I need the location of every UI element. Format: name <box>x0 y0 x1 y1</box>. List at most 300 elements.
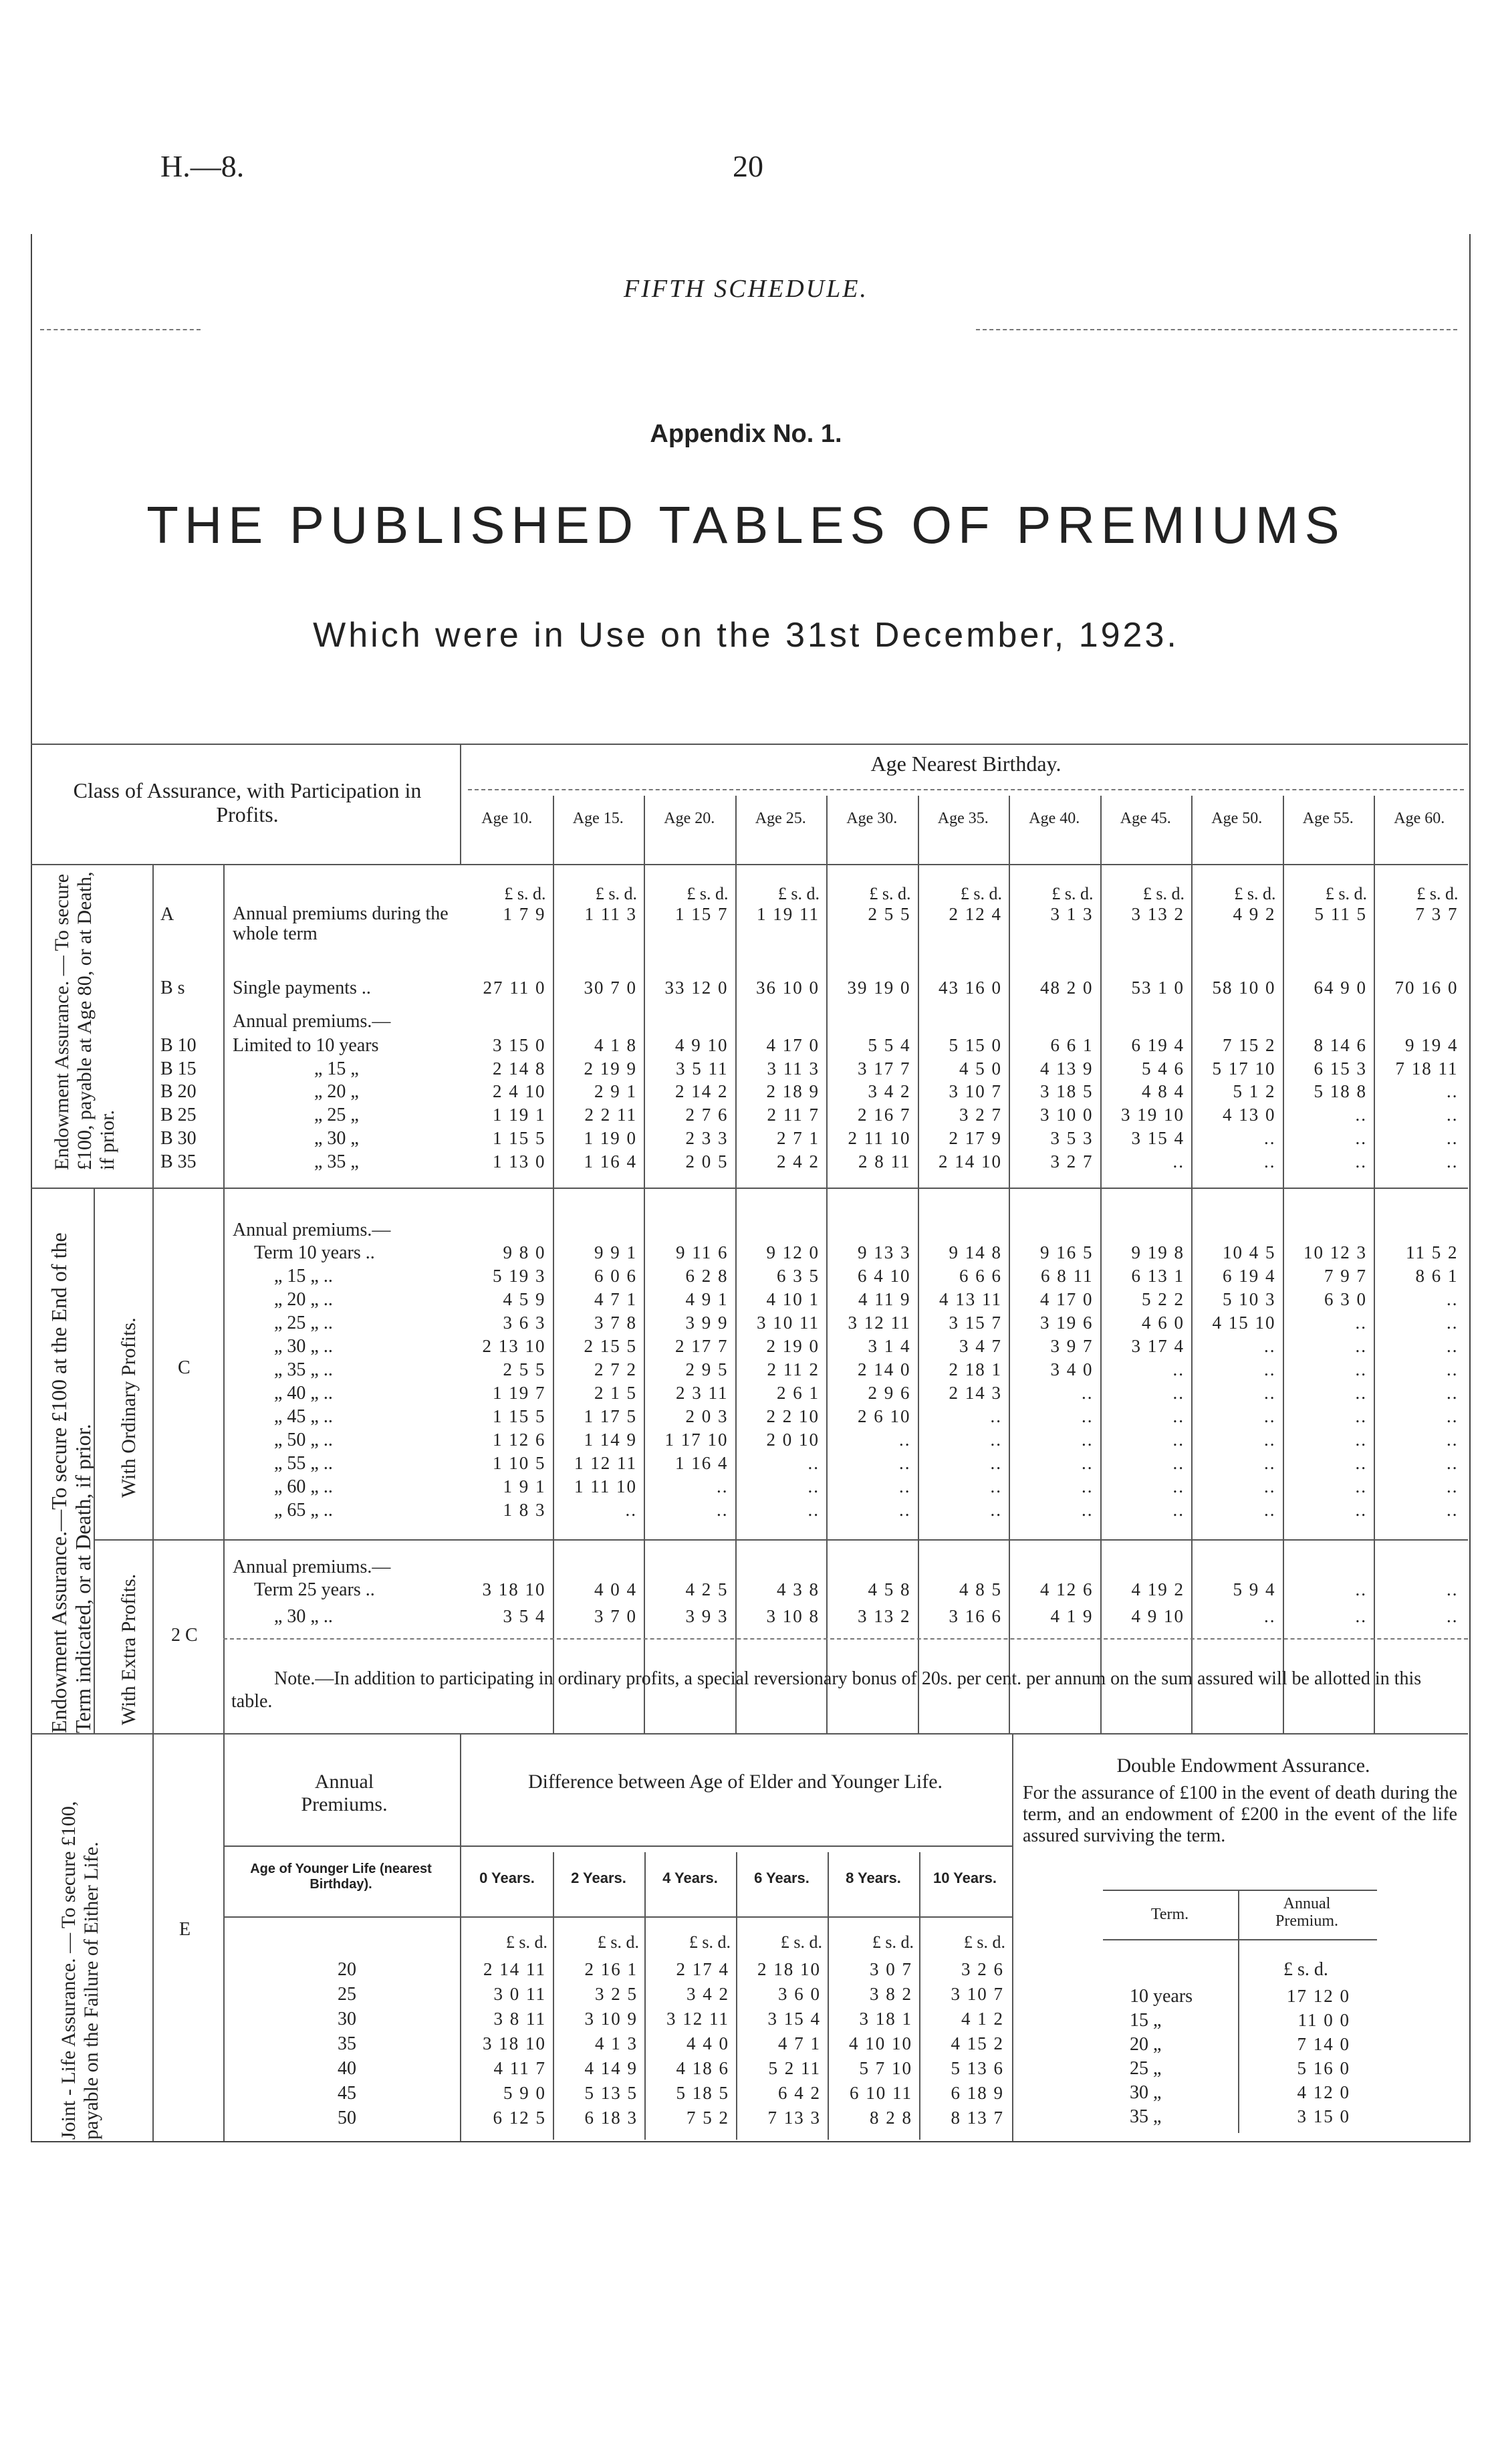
value-cell: 6 13 1 <box>1131 1266 1185 1286</box>
value-cell: 3 9 9 <box>685 1313 729 1333</box>
value-cell: 7 3 7 <box>1415 904 1459 924</box>
value-cell: 7 9 7 <box>1324 1266 1367 1286</box>
value-cell: 33 12 0 <box>664 978 729 998</box>
value-cell: 6 19 4 <box>1223 1266 1276 1286</box>
age-column-header: Age 10. <box>481 810 533 827</box>
value-cell: 2 19 9 <box>584 1058 637 1079</box>
year-header: 2 Years. <box>571 1870 626 1886</box>
value-cell: 4 1 3 <box>595 2033 638 2053</box>
page-subtitle: Which were in Use on the 31st December, 1923. <box>313 616 1179 655</box>
value-cell: 6 8 11 <box>1041 1266 1094 1286</box>
value-cell: 4 14 9 <box>584 2058 638 2078</box>
year-header: 0 Years. <box>479 1870 535 1886</box>
value-cell: 4 1 9 <box>1050 1606 1094 1626</box>
value-cell: .. <box>899 1476 911 1496</box>
value-cell: 39 19 0 <box>847 978 911 998</box>
value-cell: 6 15 3 <box>1314 1058 1367 1079</box>
joint-divider <box>1012 1733 1013 2141</box>
value-cell: 1 12 11 <box>574 1453 637 1473</box>
value-cell: 6 10 11 <box>850 2083 912 2103</box>
value-cell: .. <box>1355 1313 1367 1333</box>
value-cell: 3 15 0 <box>493 1035 546 1055</box>
value-cell: 64 9 0 <box>1314 978 1367 998</box>
column-divider <box>1191 796 1193 1733</box>
value-cell: 3 7 8 <box>594 1313 637 1333</box>
value-cell: 2 14 10 <box>939 1151 1002 1171</box>
row-label: „ 30 „ .. <box>274 1336 333 1357</box>
header-divider <box>460 744 461 864</box>
younger-age: 35 <box>338 2033 356 2054</box>
value-cell: .. <box>625 1500 637 1520</box>
value-cell: 4 5 8 <box>868 1579 911 1599</box>
value-cell: 2 0 10 <box>766 1430 820 1450</box>
value-cell: 3 5 11 <box>676 1058 729 1079</box>
value-cell: 9 14 8 <box>949 1242 1002 1262</box>
value-cell: 11 5 2 <box>1406 1242 1459 1262</box>
joint-rule <box>223 1916 1012 1918</box>
value-cell: 3 16 6 <box>949 1606 1002 1626</box>
value-cell: 3 13 2 <box>1131 904 1185 924</box>
value-cell: 6 4 2 <box>778 2083 821 2103</box>
extra-class: 2 C <box>171 1625 198 1646</box>
value-cell: .. <box>1264 1151 1276 1171</box>
row-class: A <box>160 904 174 925</box>
value-cell: 4 17 0 <box>766 1035 820 1055</box>
value-cell: 53 1 0 <box>1131 978 1185 998</box>
value-cell: 8 13 7 <box>951 2108 1004 2128</box>
value-cell: 4 9 10 <box>1131 1606 1185 1626</box>
value-cell: .. <box>1172 1476 1185 1496</box>
value-cell: 5 1 2 <box>1233 1081 1276 1101</box>
row-label: „ 35 „ <box>314 1151 359 1172</box>
value-cell: 4 7 1 <box>778 2033 821 2053</box>
value-cell: 4 2 5 <box>685 1579 729 1599</box>
value-cell: 2 16 1 <box>584 1959 638 1979</box>
premium-value: 17 12 0 <box>1287 1986 1350 2006</box>
row-label: „ 65 „ .. <box>274 1500 333 1521</box>
value-cell: 3 9 3 <box>685 1606 729 1626</box>
value-cell: 4 5 0 <box>959 1058 1002 1079</box>
ordinary-profits-label: With Ordinary Profits. <box>118 1317 140 1498</box>
term-value: 25 „ <box>1130 2058 1162 2079</box>
value-cell: 3 2 7 <box>1050 1151 1094 1171</box>
value-cell: .. <box>807 1476 820 1496</box>
value-cell: .. <box>1447 1406 1459 1426</box>
section-divider <box>152 864 154 1188</box>
value-cell: 7 15 2 <box>1223 1035 1276 1055</box>
value-cell: 2 2 10 <box>766 1406 820 1426</box>
row-class: B 35 <box>160 1151 197 1172</box>
header-bottom-rule <box>31 864 1468 865</box>
row-label: „ 40 „ .. <box>274 1383 333 1404</box>
units-label: £ s. d. <box>1234 884 1276 903</box>
value-cell: 2 1 5 <box>594 1383 637 1403</box>
value-cell: 3 13 2 <box>858 1606 911 1626</box>
double-rule <box>1103 1890 1377 1891</box>
value-cell: 8 14 6 <box>1314 1035 1367 1055</box>
value-cell: 3 2 5 <box>595 1984 638 2004</box>
value-cell: 5 13 6 <box>951 2058 1004 2078</box>
value-cell: .. <box>1447 1579 1459 1599</box>
value-cell: 6 18 9 <box>951 2083 1004 2103</box>
section-divider <box>94 1188 95 1733</box>
value-cell: .. <box>1355 1430 1367 1450</box>
value-cell: 2 17 4 <box>676 1959 729 1979</box>
value-cell: 4 12 6 <box>1040 1579 1094 1599</box>
value-cell: 2 4 10 <box>493 1081 546 1101</box>
younger-life-header: Age of Younger Life (nearest Birthday). <box>250 1862 432 1892</box>
row-class: B 25 <box>160 1105 197 1125</box>
ordinary-head: Annual premiums.— <box>233 1220 391 1240</box>
value-cell: 2 13 10 <box>482 1336 546 1356</box>
value-cell: 9 12 0 <box>766 1242 820 1262</box>
value-cell: 7 5 2 <box>687 2108 729 2128</box>
column-divider <box>918 796 919 1733</box>
value-cell: 3 18 10 <box>483 2033 546 2053</box>
value-cell: .. <box>990 1476 1002 1496</box>
divider <box>468 789 1464 790</box>
value-cell: .. <box>990 1406 1002 1426</box>
value-cell: 5 19 3 <box>493 1266 546 1286</box>
column-divider <box>1374 796 1375 1733</box>
page-title: THE PUBLISHED TABLES OF PREMIUMS <box>146 495 1346 554</box>
value-cell: .. <box>1264 1336 1276 1356</box>
value-cell: .. <box>807 1500 820 1520</box>
units-label: £ s. d. <box>777 884 820 903</box>
value-cell: .. <box>1447 1313 1459 1333</box>
joint-rule <box>223 1845 1012 1847</box>
units-label: £ s. d. <box>963 1932 1005 1952</box>
age-column-header: Age 45. <box>1120 810 1171 827</box>
value-cell: 2 18 9 <box>766 1081 820 1101</box>
premium-value: 4 12 0 <box>1297 2082 1350 2102</box>
term-section-label: Endowment Assurance.—To secure £100 at the End of the Term indicated, or at Death, if prior. <box>47 1232 95 1733</box>
value-cell: .. <box>1447 1105 1459 1125</box>
divider <box>976 329 1457 330</box>
value-cell: 9 8 0 <box>503 1242 546 1262</box>
row-label: Limited to 10 years <box>233 1035 379 1056</box>
value-cell: .. <box>990 1500 1002 1520</box>
row-label: „ 45 „ .. <box>274 1406 333 1427</box>
page-ref: H.—8. <box>160 149 245 183</box>
value-cell: .. <box>1172 1359 1185 1379</box>
value-cell: 3 4 7 <box>959 1336 1002 1356</box>
value-cell: 2 3 11 <box>676 1383 729 1403</box>
value-cell: 3 18 5 <box>1040 1081 1094 1101</box>
value-cell: .. <box>1447 1476 1459 1496</box>
value-cell: 5 9 4 <box>1233 1579 1276 1599</box>
value-cell: 5 18 8 <box>1314 1081 1367 1101</box>
annual-premium-header: Annual Premium. <box>1275 1895 1338 1930</box>
extra-profits-label: With Extra Profits. <box>118 1573 140 1725</box>
value-cell: 5 5 4 <box>868 1035 911 1055</box>
value-cell: 4 13 9 <box>1040 1058 1094 1079</box>
value-cell: 2 6 10 <box>858 1406 911 1426</box>
ordinary-class: C <box>178 1357 191 1378</box>
column-divider <box>553 796 554 1733</box>
value-cell: 3 15 7 <box>949 1313 1002 1333</box>
value-cell: 4 10 10 <box>849 2033 912 2053</box>
value-cell: 1 11 10 <box>574 1476 637 1496</box>
premium-value: 5 16 0 <box>1297 2058 1350 2078</box>
value-cell: 8 6 1 <box>1415 1266 1459 1286</box>
value-cell: 1 15 5 <box>493 1128 546 1148</box>
schedule-title: FIFTH SCHEDULE. <box>624 275 868 303</box>
value-cell: 4 15 2 <box>951 2033 1004 2053</box>
value-cell: .. <box>717 1500 729 1520</box>
section-divider <box>223 1188 225 1733</box>
row-class: B 10 <box>160 1035 197 1056</box>
value-cell: 5 9 0 <box>503 2083 546 2103</box>
value-cell: 2 0 5 <box>685 1151 729 1171</box>
column-divider <box>826 796 828 1733</box>
value-cell: 6 4 10 <box>858 1266 911 1286</box>
note-text: Note.—In addition to participating in ordinary profits, a special reversionary bonus of 20s. per cent. per annum on the sum assured will be allotted in this table. <box>231 1668 1422 1712</box>
value-cell: 3 2 7 <box>959 1105 1002 1125</box>
value-cell: .. <box>899 1430 911 1450</box>
value-cell: 2 7 6 <box>685 1105 729 1125</box>
value-cell: 3 9 7 <box>1050 1336 1094 1356</box>
row-label: „ 20 „ .. <box>274 1289 333 1310</box>
value-cell: 6 6 6 <box>959 1266 1002 1286</box>
value-cell: .. <box>1355 1105 1367 1125</box>
value-cell: .. <box>1264 1476 1276 1496</box>
row-class: B 30 <box>160 1128 197 1149</box>
value-cell: .. <box>807 1453 820 1473</box>
column-divider <box>1283 796 1284 1733</box>
value-cell: 2 17 7 <box>675 1336 729 1356</box>
value-cell: 5 15 0 <box>949 1035 1002 1055</box>
value-cell: 3 15 4 <box>767 2009 821 2029</box>
younger-age: 45 <box>338 2083 356 2104</box>
double-text: For the assurance of £100 in the event of death during the term, and an endowment of £200 in the event of the life assured surviving the term. <box>1023 1783 1457 1846</box>
value-cell: 2 19 0 <box>766 1336 820 1356</box>
value-cell: 3 8 2 <box>870 1984 912 2004</box>
row-label: „ 25 „ <box>314 1105 359 1125</box>
row-class: B s <box>160 978 185 998</box>
value-cell: 2 4 2 <box>777 1151 820 1171</box>
joint-column-divider <box>919 1852 920 2140</box>
value-cell: 2 9 6 <box>868 1383 911 1403</box>
value-cell: 4 0 4 <box>594 1579 637 1599</box>
value-cell: 1 8 3 <box>503 1500 546 1520</box>
value-cell: 4 10 1 <box>766 1289 820 1309</box>
value-cell: .. <box>1355 1476 1367 1496</box>
units-label: £ s. d. <box>595 884 637 903</box>
value-cell: 2 11 2 <box>767 1359 820 1379</box>
value-cell: 9 16 5 <box>1040 1242 1094 1262</box>
row-label: „ 30 „ <box>314 1128 359 1149</box>
value-cell: 10 12 3 <box>1303 1242 1367 1262</box>
value-cell: 3 5 4 <box>503 1606 546 1626</box>
value-cell: 2 9 1 <box>594 1081 637 1101</box>
value-cell: 2 14 0 <box>858 1359 911 1379</box>
term-value: 20 „ <box>1130 2034 1162 2055</box>
value-cell: 1 10 5 <box>493 1453 546 1473</box>
value-cell: 4 13 0 <box>1223 1105 1276 1125</box>
joint-column-divider <box>553 1852 554 2140</box>
value-cell: .. <box>1264 1453 1276 1473</box>
value-cell: .. <box>1082 1430 1094 1450</box>
value-cell: .. <box>1172 1500 1185 1520</box>
value-cell: 3 19 6 <box>1040 1313 1094 1333</box>
year-header: 4 Years. <box>662 1870 718 1886</box>
value-cell: .. <box>1447 1336 1459 1356</box>
appendix-heading: Appendix No. 1. <box>650 420 842 448</box>
value-cell: 2 14 11 <box>483 1959 546 1979</box>
value-cell: .. <box>1264 1430 1276 1450</box>
value-cell: 6 18 3 <box>584 2108 638 2128</box>
section-divider <box>223 864 225 1188</box>
value-cell: 9 11 6 <box>676 1242 729 1262</box>
value-cell: 8 2 8 <box>870 2108 912 2128</box>
value-cell: 2 15 5 <box>584 1336 637 1356</box>
value-cell: .. <box>1355 1606 1367 1626</box>
value-cell: .. <box>1264 1406 1276 1426</box>
value-cell: .. <box>1355 1579 1367 1599</box>
row-label: „ 35 „ .. <box>274 1359 333 1380</box>
term-value: 35 „ <box>1130 2106 1162 2127</box>
value-cell: 4 6 0 <box>1142 1313 1185 1333</box>
value-cell: 3 6 0 <box>778 1984 821 2004</box>
section-rule <box>94 1539 1468 1541</box>
row-class: B 20 <box>160 1081 197 1102</box>
value-cell: 58 10 0 <box>1212 978 1276 998</box>
joint-column-divider <box>828 1852 829 2140</box>
value-cell: 4 11 9 <box>858 1289 911 1309</box>
value-cell: 9 19 8 <box>1131 1242 1185 1262</box>
value-cell: .. <box>1355 1383 1367 1403</box>
premium-value: 11 0 0 <box>1297 2010 1350 2030</box>
divider <box>40 329 201 330</box>
term-value: 30 „ <box>1130 2082 1162 2103</box>
value-cell: .. <box>899 1500 911 1520</box>
value-cell: 3 2 6 <box>961 1959 1004 1979</box>
value-cell: 36 10 0 <box>756 978 820 998</box>
value-cell: .. <box>1355 1151 1367 1171</box>
value-cell: 4 8 4 <box>1142 1081 1185 1101</box>
value-cell: 9 9 1 <box>594 1242 637 1262</box>
value-cell: 2 12 4 <box>949 904 1002 924</box>
value-cell: 3 10 0 <box>1040 1105 1094 1125</box>
section-divider <box>152 1733 154 2141</box>
value-cell: 4 5 9 <box>503 1289 546 1309</box>
value-cell: .. <box>990 1453 1002 1473</box>
value-cell: .. <box>1355 1406 1367 1426</box>
value-cell: 4 9 10 <box>675 1035 729 1055</box>
value-cell: 1 19 0 <box>584 1128 637 1148</box>
year-header: 8 Years. <box>846 1870 901 1886</box>
extra-head: Annual premiums.— <box>233 1557 391 1577</box>
age-column-header: Age 30. <box>846 810 898 827</box>
value-cell: 3 4 2 <box>868 1081 911 1101</box>
younger-age: 25 <box>338 1984 356 2005</box>
value-cell: 2 14 2 <box>675 1081 729 1101</box>
value-cell: 2 16 7 <box>858 1105 911 1125</box>
row-label: Term 10 years .. <box>254 1242 375 1263</box>
term-value: 10 years <box>1130 1986 1193 2007</box>
value-cell: 1 17 10 <box>664 1430 729 1450</box>
value-cell: 2 6 1 <box>777 1383 820 1403</box>
value-cell: 3 10 9 <box>584 2009 638 2029</box>
value-cell: .. <box>1172 1151 1185 1171</box>
premium-value: 3 15 0 <box>1297 2106 1350 2126</box>
units-label: £ s. d. <box>689 1932 731 1952</box>
row-label: „ 50 „ .. <box>274 1430 333 1450</box>
value-cell: 2 8 11 <box>858 1151 911 1171</box>
value-cell: 3 7 0 <box>594 1606 637 1626</box>
year-header: 10 Years. <box>932 1870 997 1886</box>
age-column-header: Age 55. <box>1302 810 1354 827</box>
value-cell: 2 9 5 <box>685 1359 729 1379</box>
value-cell: 5 13 5 <box>584 2083 638 2103</box>
younger-age: 30 <box>338 2009 356 2029</box>
page-number: 20 <box>733 149 763 183</box>
value-cell: 6 12 5 <box>493 2108 546 2128</box>
value-cell: 5 2 11 <box>768 2058 821 2078</box>
value-cell: 2 17 9 <box>949 1128 1002 1148</box>
row-label: Annual premiums during the whole term <box>233 903 449 944</box>
value-cell: 5 10 3 <box>1223 1289 1276 1309</box>
value-cell: 4 15 10 <box>1212 1313 1276 1333</box>
value-cell: 2 14 3 <box>949 1383 1002 1403</box>
value-cell: 4 9 2 <box>1233 904 1276 924</box>
row-label: Annual premiums.— <box>233 1011 391 1032</box>
value-cell: 3 1 4 <box>868 1336 911 1356</box>
units-label: £ s. d. <box>1325 884 1367 903</box>
value-cell: 1 19 7 <box>493 1383 546 1403</box>
value-cell: 3 10 8 <box>766 1606 820 1626</box>
units-label: £ s. d. <box>597 1932 639 1952</box>
value-cell: .. <box>1082 1406 1094 1426</box>
value-cell: 1 12 6 <box>493 1430 546 1450</box>
value-cell: 3 12 11 <box>666 2009 729 2029</box>
value-cell: 3 17 4 <box>1131 1336 1185 1356</box>
double-units: £ s. d. <box>1283 1959 1328 1980</box>
value-cell: 2 2 11 <box>584 1105 637 1125</box>
row-label: „ 20 „ <box>314 1081 359 1102</box>
row-label: „ 60 „ .. <box>274 1476 333 1497</box>
value-cell: 4 9 1 <box>685 1289 729 1309</box>
value-cell: .. <box>1447 1453 1459 1473</box>
value-cell: 5 4 6 <box>1142 1058 1185 1079</box>
premium-value: 7 14 0 <box>1297 2034 1350 2054</box>
units-label: £ s. d. <box>960 884 1002 903</box>
section-rule <box>31 1188 1468 1189</box>
age-column-header: Age 60. <box>1394 810 1445 827</box>
value-cell: .. <box>1264 1606 1276 1626</box>
value-cell: 3 17 7 <box>858 1058 911 1079</box>
column-divider <box>1100 796 1102 1733</box>
value-cell: 4 7 1 <box>594 1289 637 1309</box>
value-cell: 2 7 1 <box>777 1128 820 1148</box>
row-label: „ 55 „ .. <box>274 1453 333 1474</box>
age-column-header: Age 15. <box>572 810 624 827</box>
value-cell: 1 19 11 <box>757 904 820 924</box>
value-cell: 48 2 0 <box>1040 978 1094 998</box>
value-cell: .. <box>1264 1383 1276 1403</box>
value-cell: 2 0 3 <box>685 1406 729 1426</box>
divider <box>223 1638 1468 1640</box>
value-cell: 70 16 0 <box>1394 978 1459 998</box>
row-label: Term 25 years .. <box>254 1579 375 1600</box>
value-cell: 2 7 2 <box>594 1359 637 1379</box>
value-cell: .. <box>1447 1081 1459 1101</box>
value-cell: 3 15 4 <box>1131 1128 1185 1148</box>
value-cell: 2 18 1 <box>949 1359 1002 1379</box>
value-cell: 1 16 4 <box>675 1453 729 1473</box>
value-cell: 6 2 8 <box>685 1266 729 1286</box>
